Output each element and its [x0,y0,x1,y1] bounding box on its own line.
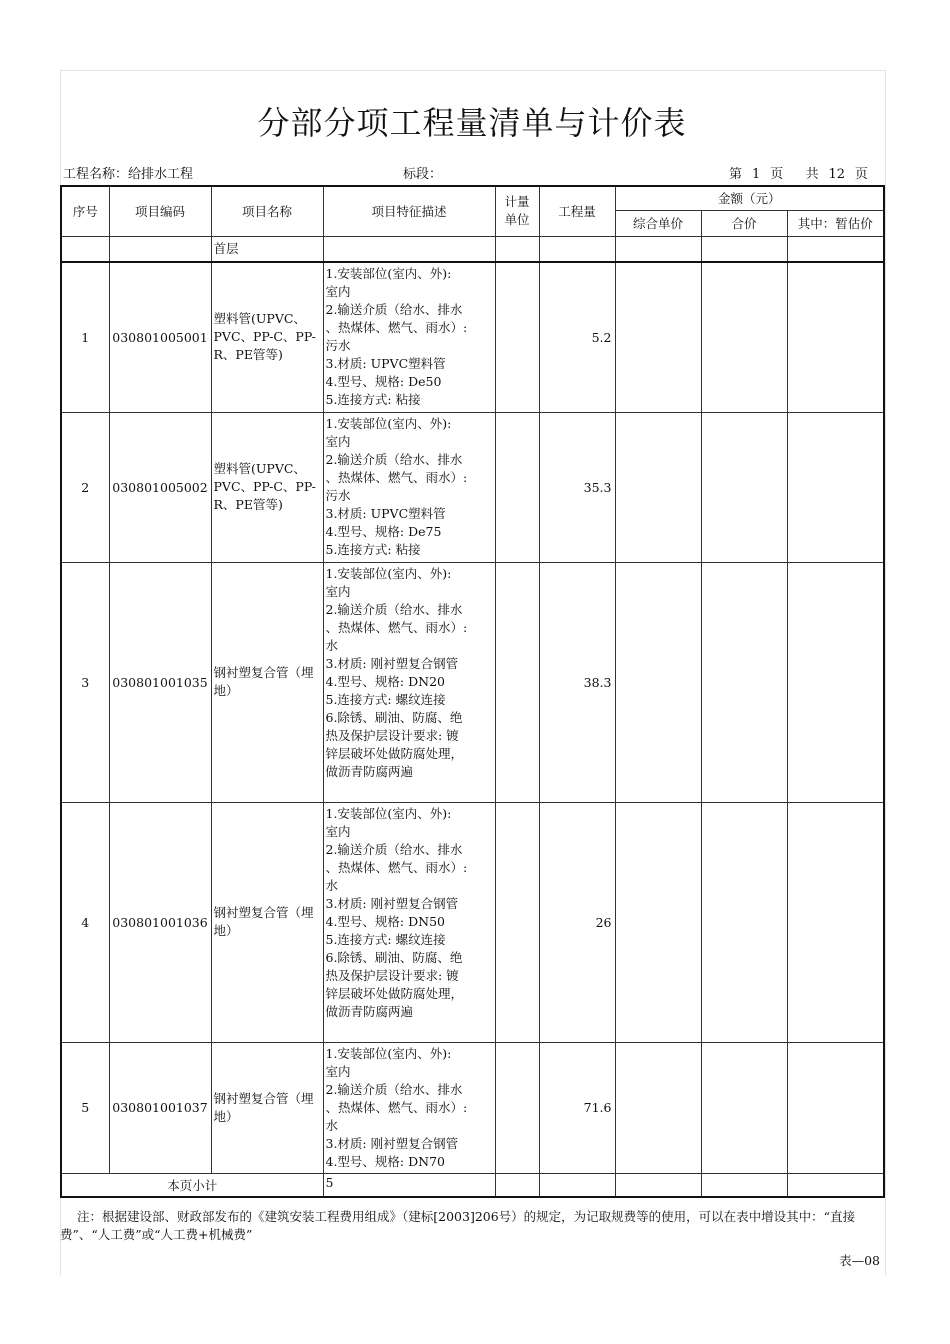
group-label: 首层 [211,236,323,262]
row-seq: 1 [61,262,109,412]
header-total-price: 合价 [701,210,787,236]
table-row [61,262,884,412]
row-code: 030801005002 [109,412,211,562]
header-name: 项目名称 [211,186,323,236]
row-unit [495,802,539,1042]
page-current: 1 [752,167,761,182]
subtotal-row [61,1173,884,1197]
page-ye1: 页 [770,167,784,182]
row-provisional [787,802,884,1042]
page-total: 12 [828,167,846,182]
row-name: 钢衬塑复合管（埋地） [211,562,323,802]
row-unit [495,262,539,412]
table-row [61,802,884,1042]
page-indicator [729,163,868,182]
subtotal-label: 本页小计 [61,1173,323,1197]
row-total-price [701,412,787,562]
row-seq: 5 [61,1042,109,1173]
header-unit-price: 综合单价 [615,210,701,236]
page-gong: 共 [805,167,819,182]
row-unit-price [615,802,701,1042]
group-row [61,236,884,262]
header-unit: 计量 单位 [495,186,539,236]
header-provisional: 其中：暂估价 [787,210,884,236]
row-unit [495,412,539,562]
table-row [61,1042,884,1173]
section-label: 标段： [403,167,443,182]
subtotal-value: 5 [323,1173,495,1197]
row-unit [495,562,539,802]
header-amount: 金额（元） [615,186,884,210]
row-desc: 1.安装部位(室内、外): 室内 2.输送介质（给水、排水 、热煤体、燃气、雨水）: 污水 3.材质: UPVC塑料管 4.型号、规格: De75 5.连接方式: 粘接 [323,412,495,562]
row-code: 030801005001 [109,262,211,412]
header-desc: 项目特征描述 [323,186,495,236]
row-total-price [701,1042,787,1173]
row-seq: 3 [61,562,109,802]
row-unit-price [615,562,701,802]
page-ye2: 页 [854,167,868,182]
header-qty: 工程量 [539,186,615,236]
project-name: 工程名称：给排水工程 [63,167,194,182]
row-name: 钢衬塑复合管（埋地） [211,802,323,1042]
row-qty: 71.6 [539,1042,615,1173]
header-seq: 序号 [61,186,109,236]
table-row [61,562,884,802]
row-code: 030801001036 [109,802,211,1042]
table-row [61,412,884,562]
row-qty: 26 [539,802,615,1042]
row-desc: 1.安装部位(室内、外): 室内 2.输送介质（给水、排水 、热煤体、燃气、雨水）: 水 3.材质: 刚衬塑复合钢管 4.型号、规格: DN20 5.连接方式: 螺纹连接 6.除锈、刷油、防腐、绝 热及保护层设计要求: 镀 锌层破坏处做防腐处理， 做沥青防腐两遍 [323,562,495,802]
form-number: 表—08 [839,1253,880,1268]
row-unit-price [615,1042,701,1173]
row-total-price [701,262,787,412]
row-code: 030801001037 [109,1042,211,1173]
page-title: 分部分项工程量清单与计价表 [257,104,687,142]
page-di: 第 [729,167,743,182]
row-qty: 5.2 [539,262,615,412]
row-seq: 2 [61,412,109,562]
footnote: 注：根据建设部、财政部发布的《建筑安装工程费用组成》（建标[2003]206号）的规定，为记取规费等的使用，可以在表中增设其中：“直接费”、“人工费”或“人工费+机械费” [60,1209,856,1242]
row-name: 塑料管(UPVC、PVC、PP-C、PP-R、PE管等) [211,412,323,562]
row-code: 030801001035 [109,562,211,802]
row-total-price [701,802,787,1042]
row-total-price [701,562,787,802]
row-unit-price [615,262,701,412]
row-qty: 35.3 [539,412,615,562]
bill-table [60,185,885,1198]
row-provisional [787,262,884,412]
row-qty: 38.3 [539,562,615,802]
row-desc: 1.安装部位(室内、外): 室内 2.输送介质（给水、排水 、热煤体、燃气、雨水）: 水 3.材质: 刚衬塑复合钢管 4.型号、规格: DN50 5.连接方式: 螺纹连接 6.除锈、刷油、防腐、绝 热及保护层设计要求: 镀 锌层破坏处做防腐处理， 做沥青防腐两遍 [323,802,495,1042]
header-code: 项目编码 [109,186,211,236]
row-provisional [787,412,884,562]
row-name: 塑料管(UPVC、PVC、PP-C、PP-R、PE管等) [211,262,323,412]
row-desc: 1.安装部位(室内、外): 室内 2.输送介质（给水、排水 、热煤体、燃气、雨水）: 水 3.材质: 刚衬塑复合钢管 4.型号、规格: DN70 [323,1042,495,1173]
row-provisional [787,1042,884,1173]
row-seq: 4 [61,802,109,1042]
row-unit-price [615,412,701,562]
row-name: 钢衬塑复合管（埋地） [211,1042,323,1173]
row-unit [495,1042,539,1173]
row-provisional [787,562,884,802]
row-desc: 1.安装部位(室内、外): 室内 2.输送介质（给水、排水 、热煤体、燃气、雨水）: 污水 3.材质: UPVC塑料管 4.型号、规格: De50 5.连接方式: 粘接 [323,262,495,412]
